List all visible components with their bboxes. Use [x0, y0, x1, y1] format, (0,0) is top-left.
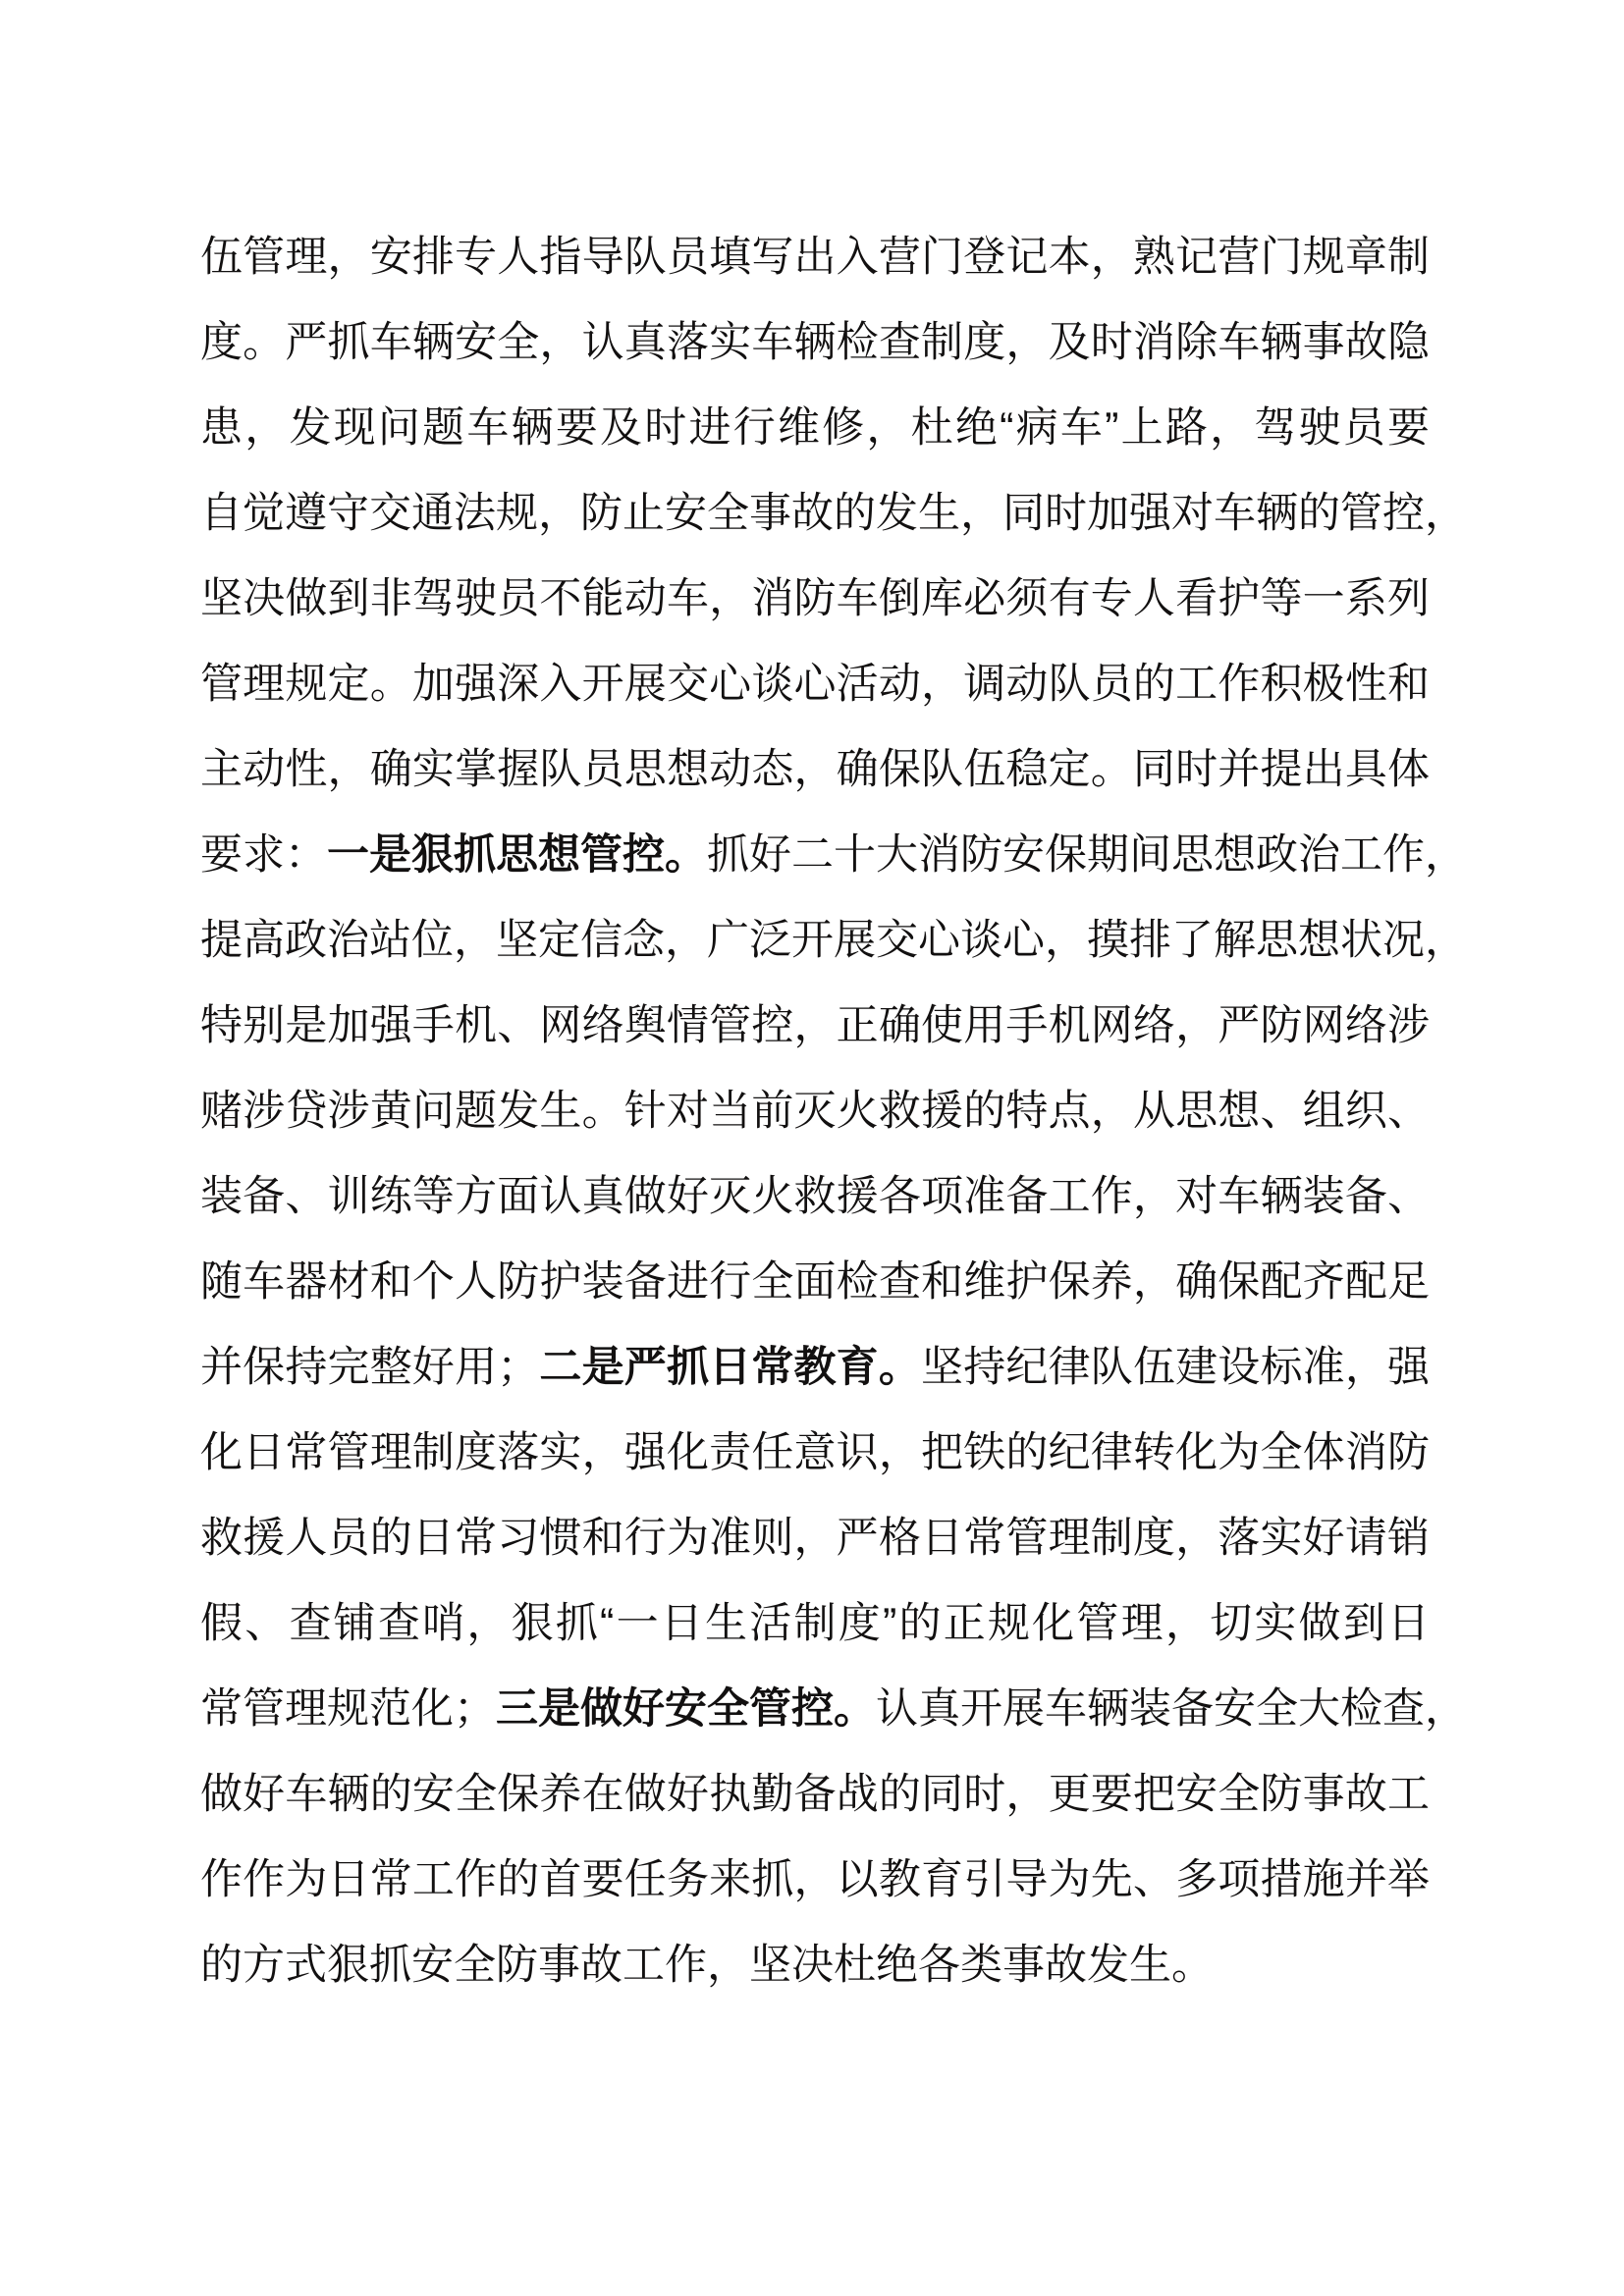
body-text: 赌涉贷涉黄问题发生。针对当前灭火救援的特点，从思想、组织、 [200, 1088, 1430, 1135]
text-line [200, 300, 1430, 386]
body-text: 作作为日常工作的首要任务来抓，以教育引导为先、多项措施并举 [200, 1856, 1430, 1903]
text-line [200, 1154, 1430, 1240]
body-text: 抓好二十大消防安保期间思想政治工作， [707, 831, 1467, 879]
text-line [200, 1325, 1430, 1411]
body-text: 假、查铺查哨，狠抓“一日生活制度”的正规化管理，切实做到日 [200, 1600, 1430, 1647]
text-line [200, 1752, 1430, 1838]
text-line [200, 727, 1430, 813]
text-line [200, 898, 1467, 984]
body-text: 随车器材和个人防护装备进行全面检查和维护保养，确保配齐配足 [200, 1258, 1430, 1306]
bold-emphasis-text: 一是狠抓思想管控。 [327, 831, 707, 879]
body-text: 救援人员的日常习惯和行为准则，严格日常管理制度，落实好请销 [200, 1515, 1430, 1562]
text-line [200, 386, 1430, 471]
text-line [200, 557, 1430, 642]
text-line [200, 1411, 1430, 1496]
text-line [200, 984, 1430, 1069]
body-text: 提高政治站位，坚定信念，广泛开展交心谈心，摸排了解思想状况， [200, 917, 1467, 964]
text-line [200, 471, 1467, 557]
body-text: 坚决做到非驾驶员不能动车，消防车倒库必须有专人看护等一系列 [200, 575, 1430, 622]
body-text: 化日常管理制度落实，强化责任意识，把铁的纪律转化为全体消防 [200, 1429, 1430, 1476]
text-line [200, 1667, 1467, 1752]
body-text: 常管理规范化； [200, 1685, 496, 1733]
text-line [200, 1496, 1430, 1581]
body-text: 特别是加强手机、网络舆情管控，正确使用手机网络，严防网络涉 [200, 1002, 1430, 1049]
body-text: 坚持纪律队伍建设标准，强 [921, 1344, 1431, 1391]
body-text: 患，发现问题车辆要及时进行维修，杜绝“病车”上路，驾驶员要 [200, 404, 1430, 452]
body-text: 并保持完整好用； [200, 1344, 540, 1391]
text-line [200, 1923, 1430, 2008]
text-line [200, 1838, 1430, 1923]
text-line [200, 215, 1430, 300]
paragraph-text-block [200, 215, 1467, 2008]
bold-emphasis-text: 三是做好安全管控。 [496, 1685, 876, 1733]
text-line [200, 642, 1430, 727]
text-line [200, 1581, 1430, 1667]
body-text: 管理规定。加强深入开展交心谈心活动，调动队员的工作积极性和 [200, 661, 1430, 708]
body-text: 度。严抓车辆安全，认真落实车辆检查制度，及时消除车辆事故隐 [200, 319, 1430, 366]
body-text: 装备、训练等方面认真做好灭火救援各项准备工作，对车辆装备、 [200, 1173, 1430, 1220]
text-line [200, 1240, 1430, 1325]
body-text: 要求： [200, 831, 327, 879]
bold-emphasis-text: 二是严抓日常教育。 [539, 1344, 922, 1391]
text-line [200, 1069, 1430, 1154]
body-text: 自觉遵守交通法规，防止安全事故的发生，同时加强对车辆的管控， [200, 490, 1467, 537]
text-line [200, 813, 1467, 898]
body-text: 的方式狠抓安全防事故工作，坚决杜绝各类事故发生。 [200, 1942, 1214, 1989]
body-text: 伍管理，安排专人指导队员填写出入营门登记本，熟记营门规章制 [200, 234, 1430, 281]
body-text: 认真开展车辆装备安全大检查， [876, 1685, 1467, 1733]
body-text: 做好车辆的安全保养在做好执勤备战的同时，更要把安全防事故工 [200, 1771, 1430, 1818]
body-text: 主动性，确实掌握队员思想动态，确保队伍稳定。同时并提出具体 [200, 746, 1430, 793]
